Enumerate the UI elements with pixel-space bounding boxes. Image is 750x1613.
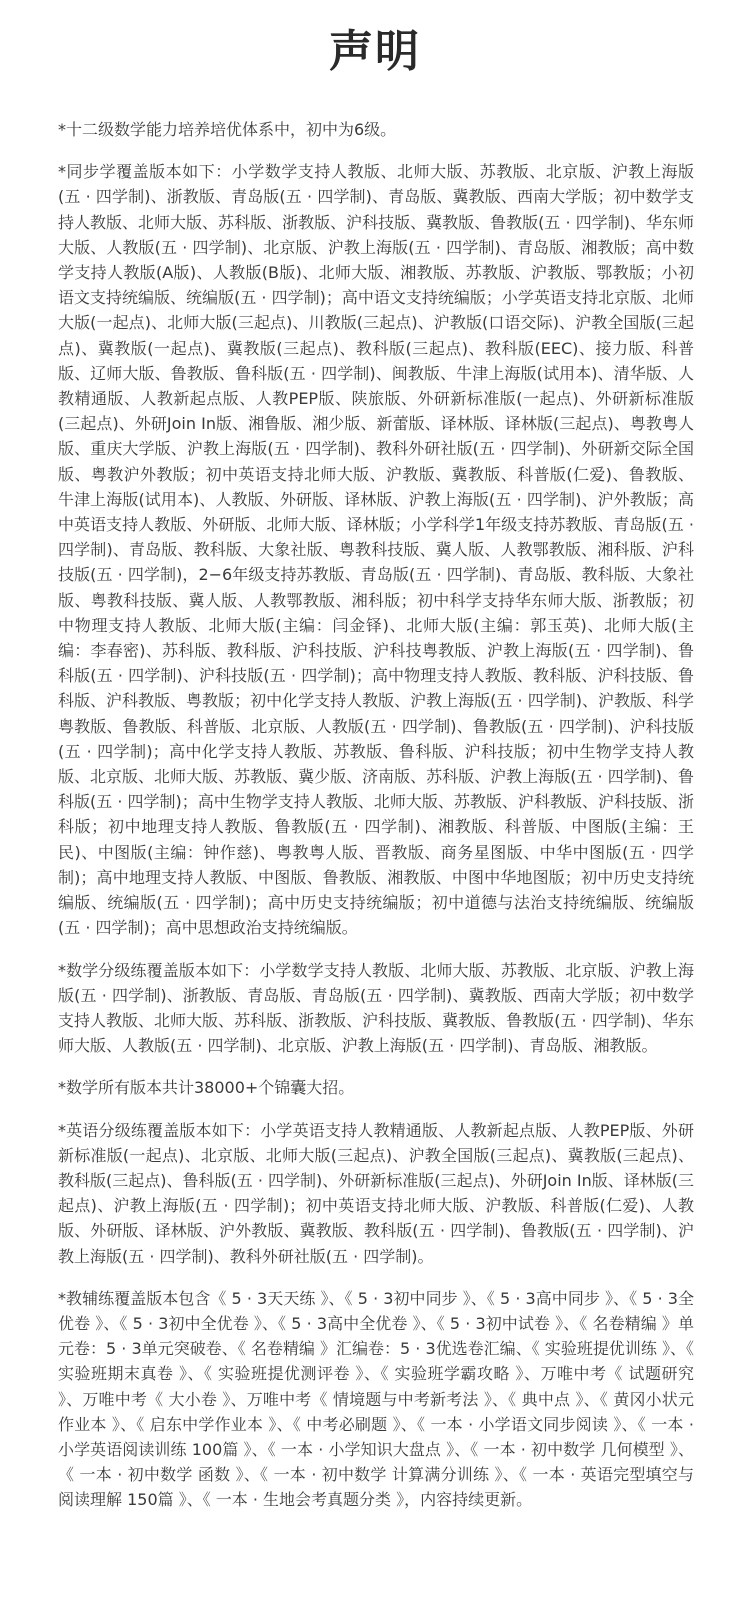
paragraph-grade-system: *十二级数学能力培养培优体系中，初中为6级。: [58, 120, 397, 139]
statement-body: [58, 117, 694, 1530]
paragraph-tutorial-versions: *教辅练覆盖版本包含《 5 · 3天天练 》、《 5 · 3初中同步 》、《 5 · 3高中同步 》、《 5 · 3全优卷 》、《 5 · 3初中全优卷 》、《 5 · 3高中全优卷 》、《 5 · 3初中试卷 》、《 名卷精编 》单元卷：5 · 3单元突破卷、《 名卷精编 》汇编卷：5 · 3优选卷汇编、《 实验班提优训练 》、《 实验班期末真卷 》、《 实验班提优测评卷 》、《 实验班学霸攻略 》、万唯中考《 试题研究 》、万唯中考《 大小卷 》、万唯中考《 情境题与中考新考法 》、《 典中点 》、《 黄冈小状元作业本 》、《 启东中学作业本 》、《 中考必刷题 》、《 一本 · 小学语文同步阅读 》、《 一本 · 小学英语阅读训练 100篇 》、《 一本 · 小学知识大盘点 》、《 一本 · 初中数学 几何模型 》、《 一本 · 初中数学 函数 》、《 一本 · 初中数学 计算满分训练 》、《 一本 · 英语完型填空与阅读理解 150篇 》、《 一本 · 生地会考真题分类 》，内容持续更新。: [58, 1288, 694, 1510]
page-title: 声明: [329, 26, 421, 77]
paragraph-sync-versions: *同步学覆盖版本如下：小学数学支持人教版、北师大版、苏教版、北京版、沪教上海版(五 · 四学制)、浙教版、青岛版(五 · 四学制)、青岛版、冀教版、西南大学版；初中数学支持人教版、北师大版、苏科版、浙教版、沪科技版、冀教版、鲁教版(五 · 四学制)、华东师大版、人教版(五 · 四学制)、北京版、沪教上海版(五 · 四学制)、青岛版、湘教版；高中数学支持人教版(A版)、人教版(B版)、北师大版、湘教版、苏教版、沪教版、鄂教版；小初语文支持统编版、统编版(五 · 四学制)；高中语文支持统编版；小学英语支持北京版、北师大版(一起点)、北师大版(三起点)、川教版(三起点)、沪教版(口语交际)、沪教全国版(三起点)、冀教版(一起点)、冀教版(三起点)、教科版(三起点)、教科版(EEC)、接力版、科普版、辽师大版、鲁教版、鲁科版(五 · 四学制)、闽教版、牛津上海版(试用本)、清华版、人教精通版、人教新起点版、人教PEP版、陕旅版、外研新标准版(一起点)、外研新标准版(三起点)、外研Join In版、湘鲁版、湘少版、新蕾版、译林版、译林版(三起点)、粤教粤人版、重庆大学版、沪教上海版(五 · 四学制)、教科外研社版(五 · 四学制)、外研新交际全国版、粤教沪外教版；初中英语支持北师大版、沪教版、冀教版、科普版(仁爱)、鲁教版、牛津上海版(试用本)、人教版、外研版、译林版、沪教上海版(五 · 四学制)、沪外教版；高中英语支持人教版、外研版、北师大版、译林版；小学科学1年级支持苏教版、青岛版(五 · 四学制)、青岛版、教科版、大象社版、粤教科技版、冀人版、人教鄂教版、湘科版、沪科技版(五 · 四学制)，2−6年级支持苏教版、青岛版(五 · 四学制)、青岛版、教科版、大象社版、粤教科技版、冀人版、人教鄂教版、湘科版；初中科学支持华东师大版、浙教版；初中物理支持人教版、北师大版(主编：闫金铎)、北师大版(主编：郭玉英)、北师大版(主编：李春密)、苏科版、教科版、沪科技版、沪科技粤教版、沪教上海版(五 · 四学制)、鲁科版(五 · 四学制)、沪科技版(五 · 四学制)；高中物理支持人教版、教科版、沪科技版、鲁科版、沪科教版、粤教版；初中化学支持人教版、沪教上海版(五 · 四学制)、沪教版、科学粤教版、鲁教版、科普版、北京版、人教版(五 · 四学制)、鲁教版(五 · 四学制)、沪科技版(五 · 四学制)；高中化学支持人教版、苏教版、鲁科版、沪科技版；初中生物学支持人教版、北京版、北师大版、苏教版、冀少版、济南版、苏科版、沪教上海版(五 · 四学制)、鲁科版(五 · 四学制)；高中生物学支持人教版、北师大版、苏教版、沪科教版、沪科技版、浙科版；初中地理支持人教版、鲁教版(五 · 四学制)、湘教版、科普版、中图版(主编：王民)、中图版(主编：钟作慈)、粤教粤人版、晋教版、商务星图版、中华中图版(五 · 四学制)；高中地理支持人教版、中图版、鲁教版、湘教版、中图中华地图版；初中历史支持统编版、统编版(五 · 四学制)；高中历史支持统编版；初中道德与法治支持统编版、统编版(五 · 四学制)；高中思想政治支持统编版。: [58, 162, 694, 938]
paragraph-english-leveled-versions: *英语分级练覆盖版本如下：小学英语支持人教精通版、人教新起点版、人教PEP版、外研新标准版(一起点)、北京版、北师大版(三起点)、沪教全国版(三起点)、冀教版(三起点)、教科版(三起点)、鲁科版(五 · 四学制)、外研新标准版(三起点)、外研Join In版、译林版(三起点)、沪教上海版(五 · 四学制)；初中英语支持北师大版、沪教版、科普版(仁爱)、人教版、外研版、译林版、沪外教版、冀教版、教科版(五 · 四学制)、鲁教版(五 · 四学制)、沪教上海版(五 · 四学制)、教科外研社版(五 · 四学制)。: [58, 1120, 694, 1266]
paragraph-math-tips-count: *数学所有版本共计38000+个锦囊大招。: [58, 1078, 355, 1098]
paragraph-math-leveled-versions: *数学分级练覆盖版本如下：小学数学支持人教版、北师大版、苏教版、北京版、沪教上海版(五 · 四学制)、浙教版、青岛版、青岛版(五 · 四学制)、冀教版、西南大学版；初中数学支持人教版、北师大版、苏科版、浙教版、沪科技版、冀教版、鲁教版(五 · 四学制)、华东师大版、人教版(五 · 四学制)、北京版、沪教上海版(五 · 四学制)、青岛版、湘教版。: [58, 960, 694, 1056]
